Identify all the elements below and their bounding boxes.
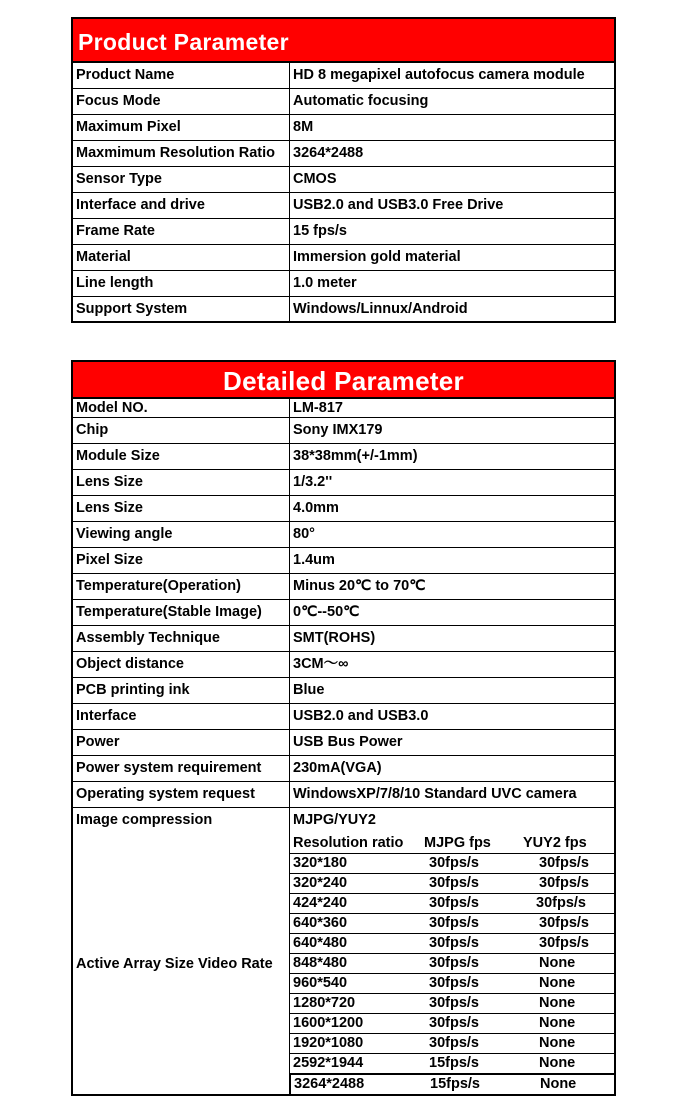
resolution-cell: 640*360 xyxy=(293,915,348,931)
video-rate-data-row xyxy=(290,1014,614,1034)
row-value: CMOS xyxy=(293,171,337,187)
row-label: Interface and drive xyxy=(73,193,290,218)
row-label: Operating system request xyxy=(73,782,290,807)
product-parameter-table xyxy=(71,17,616,323)
row-value: USB Bus Power xyxy=(293,734,403,750)
row-label: Object distance xyxy=(73,652,290,677)
table-row xyxy=(73,678,614,704)
mjpg-fps-cell: 30fps/s xyxy=(429,855,479,871)
row-value: 80° xyxy=(293,526,315,542)
row-label: Interface xyxy=(73,704,290,729)
table-row xyxy=(73,470,614,496)
table-row xyxy=(73,782,614,808)
table-row xyxy=(73,245,614,271)
row-value: 1/3.2'' xyxy=(293,474,333,490)
row-label: Focus Mode xyxy=(73,89,290,114)
yuy2-header: YUY2 fps xyxy=(523,835,587,851)
row-value: Automatic focusing xyxy=(293,93,429,109)
table-row xyxy=(73,89,614,115)
video-rate-data-row xyxy=(290,974,614,994)
table-row xyxy=(73,522,614,548)
resolution-cell: 320*180 xyxy=(293,855,348,871)
video-rate-data-row xyxy=(290,914,614,934)
video-rate-row xyxy=(73,834,614,1094)
row-value: HD 8 megapixel autofocus camera module xyxy=(293,67,585,83)
row-label: Viewing angle xyxy=(73,522,290,547)
video-rate-table xyxy=(290,834,614,1094)
row-label: Maximum Pixel xyxy=(73,115,290,140)
row-value: 4.0mm xyxy=(293,500,339,516)
row-label: Chip xyxy=(73,418,290,443)
row-value: USB2.0 and USB3.0 xyxy=(293,708,429,724)
row-label: Product Name xyxy=(73,63,290,88)
detailed-parameter-table xyxy=(71,360,616,1096)
table-row xyxy=(73,808,614,834)
row-value: 1.4um xyxy=(293,552,335,568)
yuy2-fps-cell: 30fps/s xyxy=(539,915,589,931)
video-rate-header-row xyxy=(290,834,614,854)
table-row xyxy=(73,297,614,323)
row-label: Sensor Type xyxy=(73,167,290,192)
table-row xyxy=(73,115,614,141)
row-label: Model NO. xyxy=(73,399,290,417)
table-row xyxy=(73,167,614,193)
table-row xyxy=(73,271,614,297)
video-rate-data-row xyxy=(290,1054,614,1074)
row-label: Support System xyxy=(73,297,290,323)
table-row xyxy=(73,548,614,574)
video-rate-data-row xyxy=(290,1074,614,1094)
video-rate-data-row xyxy=(290,874,614,894)
row-value: Immersion gold material xyxy=(293,249,461,265)
row-label: PCB printing ink xyxy=(73,678,290,703)
video-rate-data-row xyxy=(290,1034,614,1054)
yuy2-fps-cell: None xyxy=(539,975,576,991)
yuy2-fps-cell: 30fps/s xyxy=(536,895,586,911)
row-label: Power xyxy=(73,730,290,755)
detailed-parameter-title: Detailed Parameter xyxy=(73,362,614,399)
table-row xyxy=(73,730,614,756)
row-value: 8M xyxy=(293,119,314,135)
mjpg-fps-cell: 30fps/s xyxy=(429,895,479,911)
table-row xyxy=(73,704,614,730)
video-rate-data-row xyxy=(290,894,614,914)
video-rate-data-row xyxy=(290,994,614,1014)
table-row xyxy=(73,399,614,418)
row-label: Maxmimum Resolution Ratio xyxy=(73,141,290,166)
row-value: Windows/Linnux/Android xyxy=(293,301,468,317)
row-value: Sony IMX179 xyxy=(293,422,383,438)
resolution-cell: 2592*1944 xyxy=(293,1055,364,1071)
product-parameter-title: Product Parameter xyxy=(73,19,614,63)
resolution-header: Resolution ratio xyxy=(293,835,404,851)
row-value: USB2.0 and USB3.0 Free Drive xyxy=(293,197,504,213)
table-row xyxy=(73,219,614,245)
mjpg-fps-cell: 30fps/s xyxy=(429,935,479,951)
row-label: Lens Size xyxy=(73,496,290,521)
table-row xyxy=(73,626,614,652)
row-label: Lens Size xyxy=(73,470,290,495)
yuy2-fps-cell: None xyxy=(539,1015,576,1031)
table-row xyxy=(73,418,614,444)
row-label: Frame Rate xyxy=(73,219,290,244)
mjpg-fps-cell: 30fps/s xyxy=(429,915,479,931)
row-value: MJPG/YUY2 xyxy=(293,812,376,828)
mjpg-fps-cell: 30fps/s xyxy=(429,955,479,971)
row-value: 3264*2488 xyxy=(293,145,364,161)
row-label: Assembly Technique xyxy=(73,626,290,651)
row-label: Module Size xyxy=(73,444,290,469)
yuy2-fps-cell: None xyxy=(539,955,576,971)
row-value: 0℃--50℃ xyxy=(293,604,360,620)
resolution-cell: 320*240 xyxy=(293,875,348,891)
row-label: Image compression xyxy=(73,808,290,834)
row-value: Blue xyxy=(293,682,325,698)
resolution-cell: 960*540 xyxy=(293,975,348,991)
resolution-cell: 848*480 xyxy=(293,955,348,971)
table-row xyxy=(73,600,614,626)
mjpg-fps-cell: 30fps/s xyxy=(429,995,479,1011)
mjpg-header: MJPG fps xyxy=(424,835,491,851)
table-row xyxy=(73,652,614,678)
resolution-cell: 1600*1200 xyxy=(293,1015,364,1031)
yuy2-fps-cell: 30fps/s xyxy=(539,875,589,891)
mjpg-fps-cell: 30fps/s xyxy=(429,875,479,891)
row-label: Line length xyxy=(73,271,290,296)
table-row xyxy=(73,496,614,522)
video-rate-label: Active Array Size Video Rate xyxy=(73,834,290,1094)
video-rate-data-row xyxy=(290,954,614,974)
table-row xyxy=(73,574,614,600)
mjpg-fps-cell: 15fps/s xyxy=(430,1076,480,1092)
mjpg-fps-cell: 30fps/s xyxy=(429,1015,479,1031)
yuy2-fps-cell: None xyxy=(540,1076,577,1092)
row-value: 38*38mm(+/-1mm) xyxy=(293,448,418,464)
yuy2-fps-cell: None xyxy=(539,1035,576,1051)
mjpg-fps-cell: 30fps/s xyxy=(429,1035,479,1051)
resolution-cell: 424*240 xyxy=(293,895,348,911)
row-value: 3CM～∞ xyxy=(293,656,349,672)
table-row xyxy=(73,141,614,167)
row-label: Temperature(Stable Image) xyxy=(73,600,290,625)
resolution-cell: 1280*720 xyxy=(293,995,356,1011)
row-value: SMT(ROHS) xyxy=(293,630,376,646)
row-label: Material xyxy=(73,245,290,270)
detailed-parameter-rows xyxy=(73,399,614,834)
resolution-cell: 3264*2488 xyxy=(294,1076,365,1092)
table-row xyxy=(73,63,614,89)
mjpg-fps-cell: 15fps/s xyxy=(429,1055,479,1071)
yuy2-fps-cell: None xyxy=(539,995,576,1011)
video-rate-data-row xyxy=(290,854,614,874)
row-value: 1.0 meter xyxy=(293,275,357,291)
mjpg-fps-cell: 30fps/s xyxy=(429,975,479,991)
table-row xyxy=(73,756,614,782)
row-value: 15 fps/s xyxy=(293,223,347,239)
yuy2-fps-cell: 30fps/s xyxy=(539,935,589,951)
row-value: WindowsXP/7/8/10 Standard UVC camera xyxy=(293,786,577,802)
row-value: LM-817 xyxy=(293,400,343,416)
resolution-cell: 640*480 xyxy=(293,935,348,951)
table-row xyxy=(73,444,614,470)
yuy2-fps-cell: 30fps/s xyxy=(539,855,589,871)
product-parameter-rows xyxy=(73,63,614,323)
yuy2-fps-cell: None xyxy=(539,1055,576,1071)
row-label: Temperature(Operation) xyxy=(73,574,290,599)
row-label: Power system requirement xyxy=(73,756,290,781)
row-value: 230mA(VGA) xyxy=(293,760,382,776)
row-value: Minus 20℃ to 70℃ xyxy=(293,578,426,594)
table-row xyxy=(73,193,614,219)
resolution-cell: 1920*1080 xyxy=(293,1035,364,1051)
row-label: Pixel Size xyxy=(73,548,290,573)
video-rate-data-row xyxy=(290,934,614,954)
